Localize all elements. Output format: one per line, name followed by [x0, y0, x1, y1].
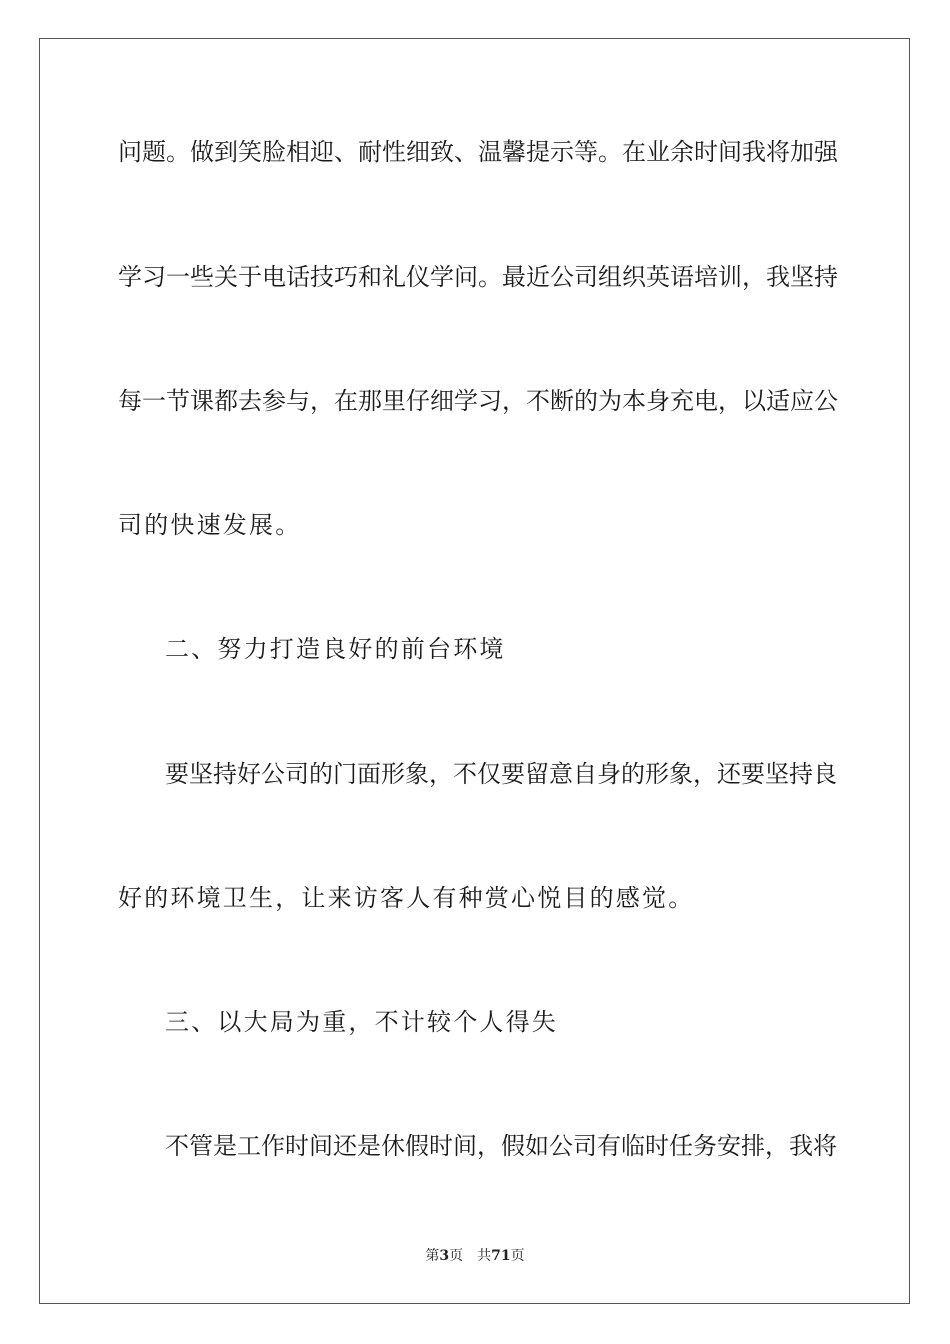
body-line-3: 每一节课都去参与，在那里仔细学习，不断的为本身充电，以适应公: [118, 387, 838, 415]
page-footer: [0, 1246, 950, 1266]
body-line-5: 要坚持好公司的门面形象，不仅要留意自身的形象，还要坚持良: [165, 760, 837, 788]
section-heading-3: 三、以大局为重，不计较个人得失: [165, 1008, 558, 1036]
body-line-4: 司的快速发展。: [118, 511, 302, 539]
page-frame: [39, 38, 910, 1304]
body-line-7: 不管是工作时间还是休假时间，假如公司有临时任务安排，我将: [165, 1132, 837, 1160]
total-pages-label: 共71页: [477, 1248, 525, 1264]
page-label: 第3页: [425, 1248, 464, 1264]
section-heading-2: 二、努力打造良好的前台环境: [165, 635, 506, 663]
body-line-6: 好的环境卫生，让来访客人有种赏心悦目的感觉。: [118, 884, 695, 912]
body-line-2: 学习一些关于电话技巧和礼仪学问。最近公司组织英语培训，我坚持: [118, 263, 838, 291]
body-line-1: 问题。做到笑脸相迎、耐性细致、温馨提示等。在业余时间我将加强: [118, 138, 838, 166]
